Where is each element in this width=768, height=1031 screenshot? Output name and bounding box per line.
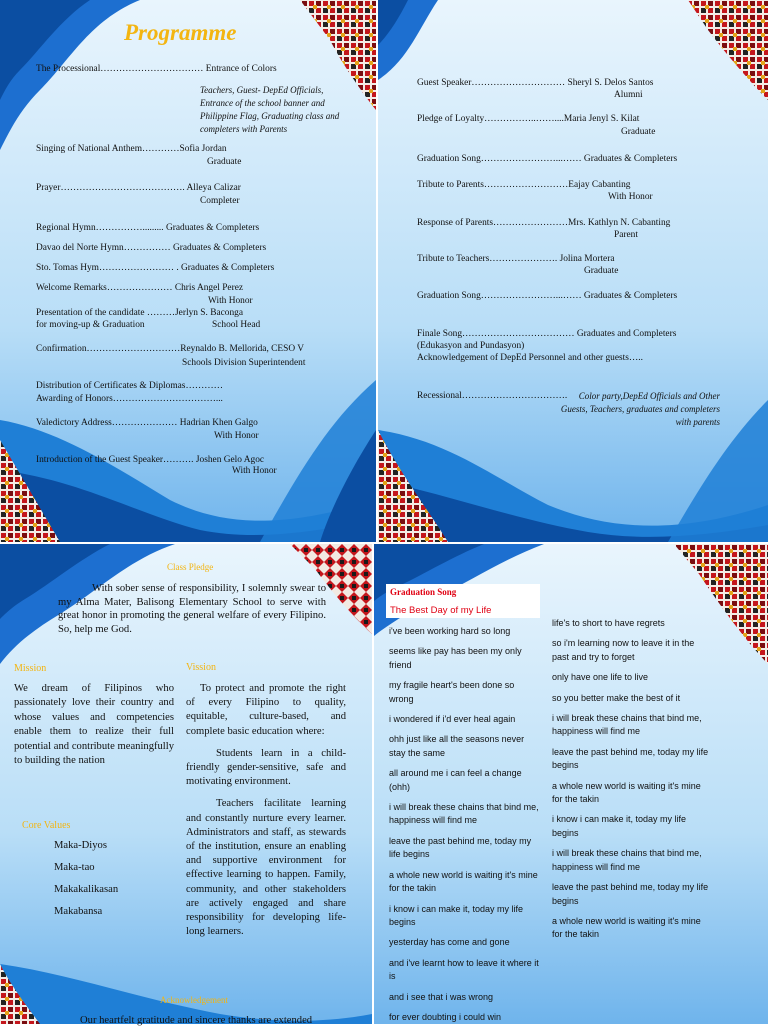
item-response-parents: Response of Parents……………………Mrs. Kathlyn N. Cabanting — [417, 218, 671, 228]
item-valedictory: Valedictory Address………………… Hadrian Khen Galgo — [36, 418, 258, 428]
item-davao-hymn: Davao del Norte Hymn…………… Graduates & Completers — [36, 243, 267, 253]
core-value-item: Makabansa — [54, 906, 103, 917]
lyric-line: life's to short to have regrets — [552, 618, 665, 628]
lyric-line: i know i can make it, today my life begins — [552, 814, 687, 838]
programme-panel-1 — [0, 0, 376, 542]
item-prayer: Prayer…………………………………. Alleya Calizar — [36, 183, 241, 193]
core-value-item: Maka-tao — [54, 862, 95, 873]
lyric-line: a whole new world is waiting it's mine for the takin — [389, 869, 538, 894]
tribute-teachers-role: Graduate — [584, 266, 619, 276]
core-value-item: Maka-Diyos — [54, 840, 107, 851]
lyric-line: ohh just like all the seasons never stay the same — [389, 734, 525, 758]
lyric-line: a whole new world is waiting it's mine for the takin — [552, 780, 701, 805]
item-acknowledgement: Acknowledgement of DepEd Personnel and other guests….. — [417, 353, 643, 363]
vision-text — [186, 682, 346, 947]
item-processional: The Processional…………………………… Entrance of Colors — [36, 64, 277, 74]
lyric-line: i will break these chains that bind me, happiness will find me — [389, 802, 539, 826]
mission-heading: Mission — [14, 663, 47, 674]
item-regional-hymn: Regional Hymn……………......... Graduates & Completers — [36, 223, 260, 233]
lyric-line: and i've learnt how to leave it where it is — [389, 957, 539, 982]
vision-heading: Vission — [186, 662, 216, 673]
lyric-line: so you better make the best of it — [552, 692, 681, 703]
core-value-item: Makakalikasan — [54, 884, 119, 895]
item-tribute-parents: Tribute to Parents………………………Eajay Cabanting — [417, 180, 631, 190]
item-confirmation: Confirmation…………………………Reynaldo B. Mellorida, CESO V — [36, 344, 305, 354]
recessional-note: Color party,DepEd Officials and Other Guests, Teachers, graduates and completers with parents — [560, 391, 720, 427]
lyric-line: a whole new world is waiting it's mine for the takin — [552, 915, 701, 940]
lyric-line: seems like pay has been my only friend — [389, 646, 522, 670]
response-role: Parent — [614, 230, 638, 240]
song-title: The Best Day of my Life — [390, 605, 492, 616]
presentation-role: School Head — [212, 320, 261, 330]
lyric-line: only have one life to live — [552, 672, 649, 683]
item-sto-tomas-hymn: Sto. Tomas Hym…………………… . Graduates & Completers — [36, 263, 275, 273]
vision-paragraph: To protect and promote the right of every Filipino to quality, equitable, culture-based, and complete basic education where: — [186, 683, 346, 737]
confirmation-role: Schools Division Superintendent — [182, 358, 306, 368]
vision-paragraph: Students learn in a child-friendly gender-sensitive, safe and motivating environment. — [186, 747, 346, 788]
graduation-song-heading: Graduation Song — [390, 587, 457, 597]
item-presentation: Presentation of the candidate ………Jerlyn S. Baconga — [36, 308, 243, 318]
pledge-role: Graduate — [621, 127, 656, 137]
vision-paragraph: Teachers facilitate learning and constantly nurture every learner. Administrators and staff, as stewards of the institution, ensure an enabling and supportive environment for effective learning to happen. Family, community, and other stakeholders are actively engaged and share responsibility for developing life-long learners. — [186, 798, 346, 938]
lyric-line: my fragile heart's been done so wrong — [389, 680, 515, 704]
anthem-role: Graduate — [207, 157, 242, 167]
lyric-line: yesterday has come and gone — [389, 937, 510, 948]
intro-role: With Honor — [232, 466, 277, 476]
processional-note: Teachers, Guest- DepEd Officials, Entrance of the school banner and Philippine Flag, Graduating class and completers with Parents — [200, 85, 340, 134]
welcome-role: With Honor — [208, 296, 253, 306]
class-pledge-heading: Class Pledge — [167, 562, 214, 572]
programme-panel-2 — [378, 0, 768, 542]
lyric-line: so i'm learning now to leave it in the past and try to forget — [552, 638, 695, 662]
guest-role: Alumni — [614, 90, 643, 100]
item-welcome: Welcome Remarks………………… Chris Angel Perez — [36, 283, 244, 293]
lyric-line: for ever doubting i could win — [389, 1011, 502, 1022]
item-guest-speaker: Guest Speaker………………………… Sheryl S. Delos Santos — [417, 78, 654, 88]
finale-subtitle: (Edukasyon and Pundasyon) — [417, 341, 525, 351]
item-recessional: Recessional……………………………. — [417, 391, 568, 401]
lyric-line: i wondered if i'd ever heal again — [389, 714, 516, 725]
programme-title: Programme — [124, 20, 237, 45]
core-values-heading: Core Values — [22, 820, 71, 831]
lyric-line: all around me i can feel a change (ohh) — [389, 768, 522, 792]
item-intro-guest: Introduction of the Guest Speaker………. Joshen Gelo Agoc — [36, 455, 265, 465]
prayer-role: Completer — [200, 196, 240, 206]
item-graduation-song-1: Graduation Song……………………...…… Graduates & Completers — [417, 154, 678, 164]
lyric-line: and i see that i was wrong — [389, 991, 494, 1002]
lyric-line: i know i can make it, today my life begins — [389, 903, 524, 927]
item-awarding: Awarding of Honors……………………………... — [36, 394, 223, 404]
mission-text: We dream of Filipinos who passionately love their country and whose values and competencies enable them to realize their full potential and contribute meaningfully to building the nation — [14, 683, 174, 767]
item-pledge-loyalty: Pledge of Loyalty……………..……....Maria Jenyl S. Kilat — [417, 114, 640, 124]
lyric-line: i will break these chains that bind me, happiness will find me — [552, 848, 702, 872]
lyric-line: leave the past behind me, today my life begins — [552, 746, 709, 771]
acknowledgement-heading: Acknowledgement — [160, 995, 228, 1005]
item-distribution: Distribution of Certificates & Diplomas………… — [36, 381, 223, 391]
item-graduation-song-2: Graduation Song……………………...…… Graduates & Completers — [417, 291, 678, 301]
lyrics-column-2 — [552, 617, 712, 949]
lyric-line: leave the past behind me, today my life begins — [552, 882, 709, 906]
item-tribute-teachers: Tribute to Teachers…………………. Jolina Mortera — [417, 254, 615, 264]
class-pledge-text: With sober sense of responsibility, I solemnly swear to my Alma Mater, Balisong Elementary School to serve with great honor in promoting the general welfare of every Filipino. So, help me God. — [58, 583, 326, 635]
lyric-line: leave the past behind me, today my life begins — [389, 835, 532, 860]
item-finale-song: Finale Song……………………………… Graduates and Completers — [417, 329, 677, 339]
lyrics-column-1 — [389, 625, 539, 1031]
presentation-line2: for moving-up & Graduation — [36, 320, 145, 330]
valedictory-role: With Honor — [214, 431, 259, 441]
tribute-parents-role: With Honor — [608, 192, 653, 202]
lyric-line: i've been working hard so long — [389, 626, 511, 636]
lyric-line: i will break these chains that bind me, happiness will find me — [552, 713, 702, 737]
acknowledgement-text: Our heartfelt gratitude and sincere thanks are extended — [80, 1015, 313, 1026]
item-anthem: Singing of National Anthem…………Sofia Jordan — [36, 144, 227, 154]
